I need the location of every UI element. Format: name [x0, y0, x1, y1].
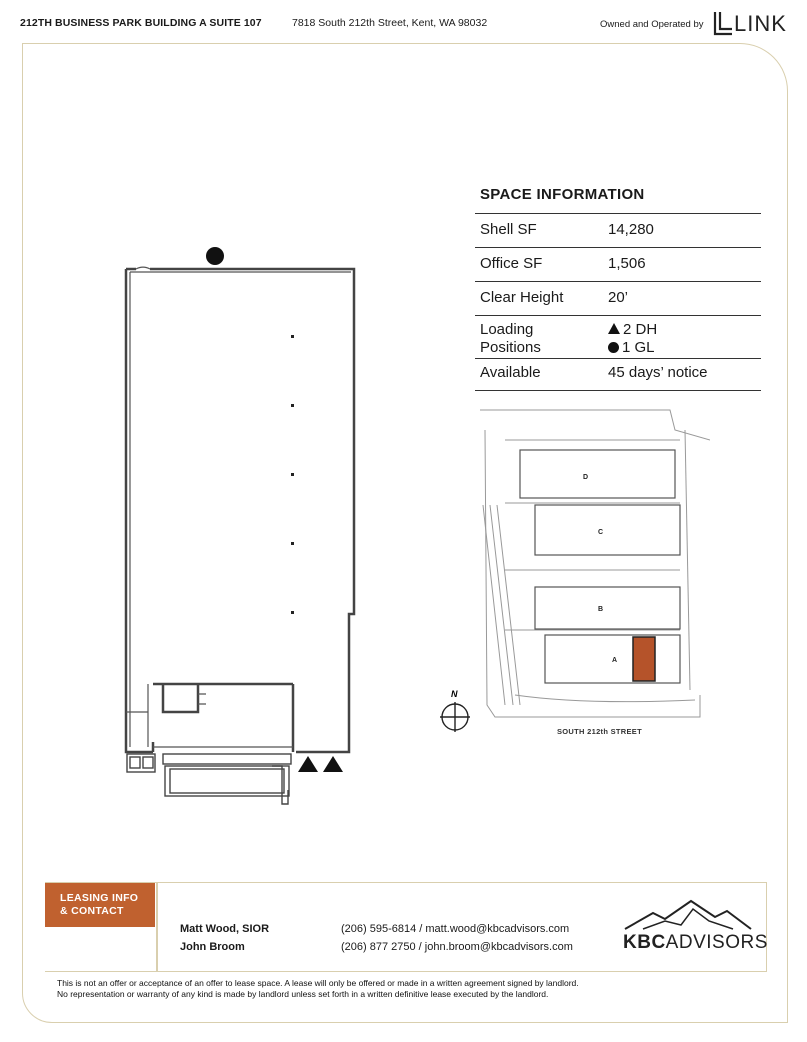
link-logo-icon [712, 10, 734, 36]
loading-gl: 1 GL [622, 339, 655, 356]
disclaimer [57, 978, 757, 1000]
leasing-section [45, 882, 767, 972]
building-a-label: A [612, 657, 618, 664]
building-c-footprint [535, 505, 680, 555]
disclaimer-line2: No representation or warranty of any kind is made by landlord unless set forth in a written definitive lease executed by the landlord. [57, 989, 549, 999]
site-plan [435, 405, 710, 740]
loading-label-line2: Positions [480, 339, 541, 356]
space-label [480, 321, 541, 357]
street-label: SOUTH 212th STREET [557, 727, 642, 736]
kbc-advisors-logo [623, 899, 768, 959]
space-row-clear-height [475, 282, 761, 316]
building-b-label: B [598, 606, 604, 613]
north-arrow-icon [440, 689, 470, 732]
link-logo [712, 10, 792, 36]
building-b-footprint [535, 587, 680, 629]
space-value: 45 days’ notice [608, 364, 708, 381]
space-row-available [475, 359, 761, 391]
mountain-logo-icon [623, 899, 753, 931]
space-label: Shell SF [480, 221, 537, 238]
space-info-title: SPACE INFORMATION [480, 186, 645, 203]
space-label: Office SF [480, 255, 543, 272]
leasing-divider [156, 883, 158, 971]
space-label: Available [480, 364, 541, 381]
leasing-tag [45, 883, 155, 927]
space-value [608, 321, 657, 357]
grade-level-dot-icon [608, 342, 619, 353]
leasing-tag-line1: LEASING INFO [60, 892, 139, 904]
space-information [475, 186, 761, 391]
leasing-tag-line2: & CONTACT [60, 905, 124, 917]
space-row-shell-sf [475, 214, 761, 248]
contact-info[interactable]: (206) 877 2750 / john.broom@kbcadvisors.com [341, 941, 573, 953]
top-header [0, 0, 807, 44]
space-value: 1,506 [608, 255, 646, 272]
contact-name: Matt Wood, SIOR [180, 923, 270, 935]
building-d-footprint [520, 450, 675, 498]
space-info-table [475, 213, 761, 391]
kbc-logo-text [623, 932, 768, 954]
loading-dh: 2 DH [623, 321, 658, 338]
disclaimer-line1: This is not an offer or acceptance of an offer to lease space. A lease will only be offered or made in a written agreement signed by landlord. [57, 978, 579, 988]
link-logo-text: LINK [734, 11, 787, 36]
building-d-label: D [583, 474, 589, 481]
property-title: 212TH BUSINESS PARK BUILDING A SUITE 107 [20, 17, 262, 29]
space-value: 20’ [608, 289, 629, 306]
north-label: N [451, 689, 458, 699]
suite-107-highlight [633, 637, 655, 681]
space-value: 14,280 [608, 221, 654, 238]
contact-name: John Broom [180, 941, 245, 953]
space-row-office-sf [475, 248, 761, 282]
property-address: 7818 South 212th Street, Kent, WA 98032 [292, 17, 488, 29]
building-c-label: C [598, 529, 604, 536]
dock-high-triangle-icon [608, 323, 620, 334]
floor-plan [118, 242, 368, 812]
space-label: Clear Height [480, 289, 564, 306]
kbc-logo-rest: ADVISORS [665, 932, 768, 953]
owned-by-label: Owned and Operated by [600, 19, 704, 30]
space-row-loading [475, 316, 761, 359]
loading-label-line1: Loading [480, 321, 534, 338]
contact-info[interactable]: (206) 595-6814 / matt.wood@kbcadvisors.com [341, 923, 570, 935]
kbc-logo-bold: KBC [623, 932, 666, 953]
